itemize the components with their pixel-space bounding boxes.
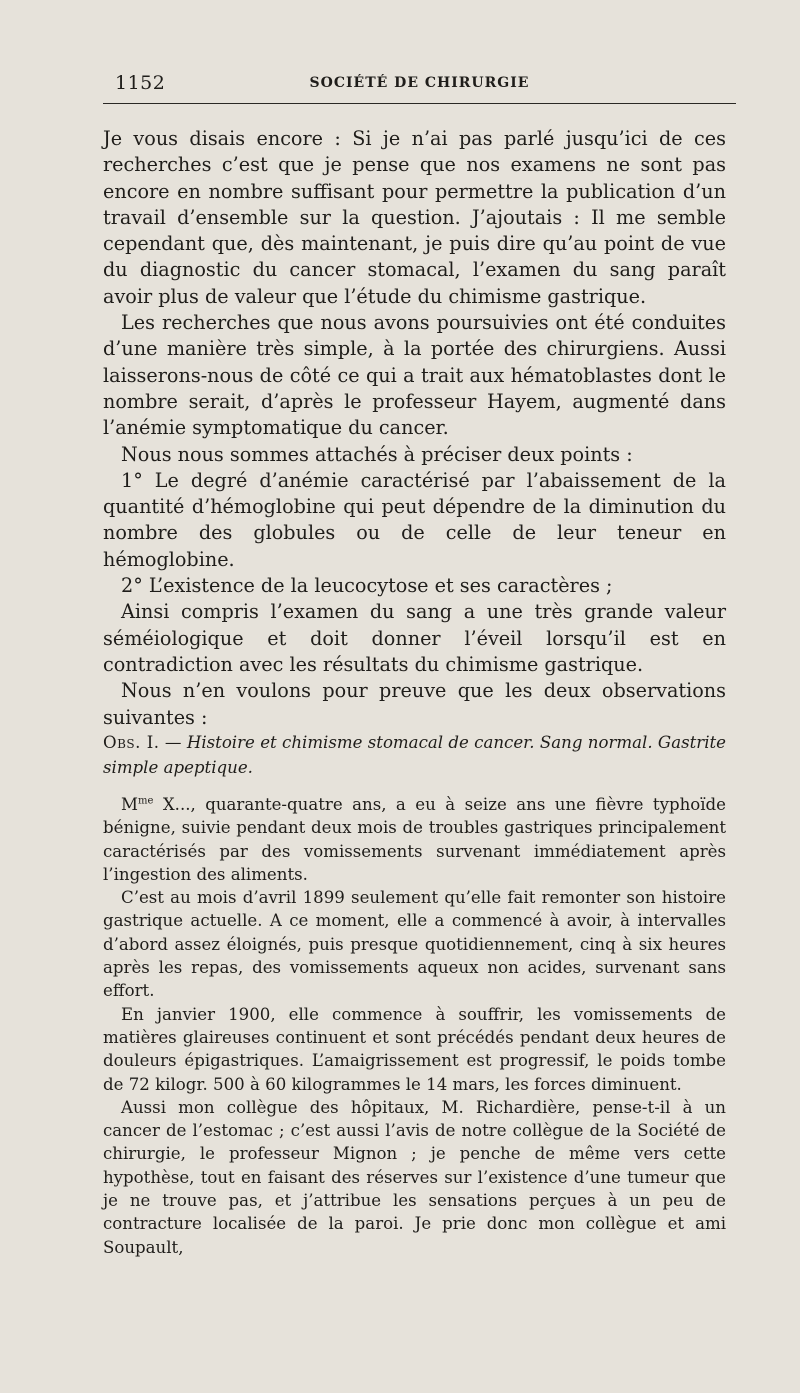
paragraph: Nous nous sommes attachés à préciser deux points :: [121, 442, 633, 466]
paragraph: Ainsi compris l’examen du sang a une très grande valeur séméiologique et doit donner l’éveil lorsqu’il est en contradiction avec les résultats du chimisme gastrique.: [103, 600, 726, 676]
paragraph: 2° L’existence de la leucocytose et ses caractères ;: [121, 574, 613, 598]
observation-label: Obs. I.: [103, 733, 160, 752]
page-number: 1152: [115, 72, 166, 94]
paragraph: Les recherches que nous avons poursuivies ont été conduites d’une manière très simple, à la portée des chirurgiens. Aussi laisserons-nous de côté ce qui a trait aux hématoblastes dont le nombre serait, d’après le professeur Hayem, augmenté dans l’anémie symptomatique du cancer.: [103, 311, 726, 440]
running-head: SOCIÉTÉ DE CHIRURGIE: [309, 75, 530, 91]
paragraph: Nous n’en voulons pour preuve que les deux observations suivantes :: [103, 679, 726, 729]
observation-body: [103, 793, 726, 1259]
observation-heading: [103, 730, 726, 780]
honorific-superscript: me: [138, 795, 154, 807]
main-text: [103, 126, 726, 731]
obs-paragraph: Aussi mon collègue des hôpitaux, M. Richardière, pense-t-il à un cancer de l’estomac ; c’est aussi l’avis de notre collègue de la Société de chirurgie, le professeur Mignon ; je penche de même vers cette hypothèse, tout en faisant des réserves sur l’existence d’une tumeur que je ne trouve pas, et j’attribue les sensations perçues à un peu de contracture localisée de la paroi. Je prie donc mon collègue et ami Soupault,: [103, 1097, 726, 1257]
obs-paragraph-text: X..., quarante-quatre ans, a eu à seize ans une fièvre typhoïde bénigne, suivie pendant deux mois de troubles gastriques principalement caractérisés par des vomissements survenant immédiatement après l’ingestion des aliments.: [103, 795, 726, 884]
observation-title-line: [103, 730, 726, 780]
obs-paragraph: [103, 793, 726, 886]
observation-dash: —: [159, 733, 187, 752]
obs-paragraph: En janvier 1900, elle commence à souffrir, les vomissements de matières glaireuses continuent et sont précédés pendant deux heures de douleurs épigastriques. L’amaigrissement est progressif, le poids tombe de 72 kilogr. 500 à 60 kilogrammes le 14 mars, les forces diminuent.: [103, 1004, 726, 1094]
paragraph: Je vous disais encore : Si je n’ai pas parlé jusqu’ici de ces recherches c’est que je pense que nos examens ne sont pas encore en nombre suffisant pour permettre la publication d’un travail d’ensemble sur la question. J’ajoutais : Il me semble cependant que, dès maintenant, je puis dire qu’au point de vue du diagnostic du cancer stomacal, l’examen du sang paraît avoir plus de valeur que l’étude du chimisme gastrique.: [103, 127, 726, 308]
page-header: [103, 66, 736, 100]
obs-paragraph: C’est au mois d’avril 1899 seulement qu’elle fait remonter son histoire gastrique actuelle. A ce moment, elle a commencé à avoir, à intervalles d’abord assez éloignés, puis presque quotidiennement, cinq à six heures après les repas, des vomissements aqueux non acides, survenant sans effort.: [103, 888, 726, 1001]
observation-title: Histoire et chimisme stomacal de cancer. Sang normal. Gastrite simple apeptique.: [103, 733, 726, 777]
header-rule: [103, 103, 736, 104]
paragraph: 1° Le degré d’anémie caractérisé par l’abaissement de la quantité d’hémoglobine qui peut dépendre de la diminution du nombre des globules ou de celle de leur teneur en hémoglobine.: [103, 468, 726, 571]
honorific: M: [121, 795, 138, 814]
